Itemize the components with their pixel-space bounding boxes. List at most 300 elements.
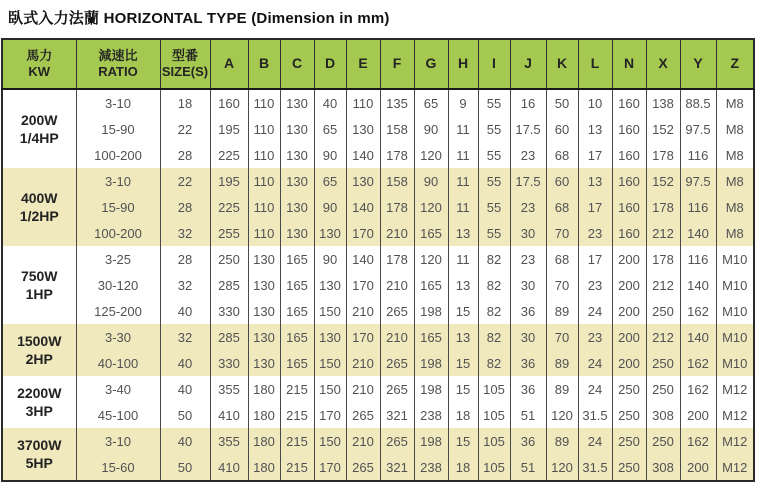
dim-cell-Y: 97.5	[680, 168, 716, 194]
size-cell: 32	[160, 272, 210, 298]
dim-cell-K: 89	[546, 298, 578, 324]
dim-cell-D: 150	[314, 350, 346, 376]
dim-cell-G: 120	[414, 246, 448, 272]
dim-cell-H: 15	[448, 298, 478, 324]
dim-cell-B: 130	[248, 324, 280, 350]
dim-header-X: X	[646, 39, 680, 89]
dim-cell-N: 200	[612, 350, 646, 376]
dim-cell-N: 250	[612, 428, 646, 454]
dim-cell-H: 13	[448, 220, 478, 246]
dim-cell-L: 17	[578, 194, 612, 220]
dim-cell-Z: M12	[716, 428, 754, 454]
dim-cell-Z: M10	[716, 246, 754, 272]
dim-cell-L: 17	[578, 142, 612, 168]
dim-cell-Y: 200	[680, 454, 716, 481]
dim-cell-D: 90	[314, 194, 346, 220]
dim-cell-N: 160	[612, 168, 646, 194]
dim-cell-N: 160	[612, 116, 646, 142]
dim-cell-G: 165	[414, 272, 448, 298]
dim-cell-X: 152	[646, 168, 680, 194]
dim-cell-D: 90	[314, 142, 346, 168]
dim-cell-A: 255	[210, 220, 248, 246]
table-row	[2, 454, 754, 481]
dim-cell-Z: M8	[716, 194, 754, 220]
size-cell: 40	[160, 298, 210, 324]
ratio-cell: 15-90	[76, 194, 160, 220]
dim-cell-N: 200	[612, 324, 646, 350]
dim-cell-L: 31.5	[578, 454, 612, 481]
dim-cell-B: 130	[248, 272, 280, 298]
dim-cell-H: 13	[448, 272, 478, 298]
dim-cell-D: 65	[314, 116, 346, 142]
dim-cell-F: 178	[380, 142, 414, 168]
dim-cell-E: 170	[346, 324, 380, 350]
dim-cell-Y: 162	[680, 428, 716, 454]
dim-header-H: H	[448, 39, 478, 89]
dim-cell-F: 158	[380, 168, 414, 194]
dim-cell-I: 82	[478, 324, 510, 350]
dim-cell-D: 130	[314, 272, 346, 298]
dim-cell-K: 120	[546, 454, 578, 481]
dim-cell-D: 170	[314, 454, 346, 481]
dim-cell-E: 210	[346, 298, 380, 324]
dim-cell-Z: M10	[716, 324, 754, 350]
dim-cell-J: 30	[510, 324, 546, 350]
dim-cell-G: 165	[414, 324, 448, 350]
dim-cell-B: 110	[248, 194, 280, 220]
ratio-cell: 3-10	[76, 428, 160, 454]
dim-cell-G: 90	[414, 168, 448, 194]
dim-cell-A: 225	[210, 142, 248, 168]
dim-header-C: C	[280, 39, 314, 89]
dim-cell-D: 150	[314, 298, 346, 324]
dim-cell-A: 250	[210, 246, 248, 272]
header-row	[2, 39, 754, 89]
dim-cell-B: 180	[248, 428, 280, 454]
dim-cell-I: 55	[478, 194, 510, 220]
dim-cell-J: 36	[510, 376, 546, 402]
table-row	[2, 168, 754, 194]
dim-cell-Z: M8	[716, 168, 754, 194]
dim-cell-F: 210	[380, 220, 414, 246]
dim-cell-J: 30	[510, 272, 546, 298]
dim-cell-I: 55	[478, 116, 510, 142]
dim-cell-K: 70	[546, 272, 578, 298]
dim-cell-Y: 116	[680, 194, 716, 220]
dim-cell-N: 250	[612, 376, 646, 402]
ratio-cell: 3-10	[76, 89, 160, 116]
dim-cell-G: 65	[414, 89, 448, 116]
dim-cell-I: 105	[478, 428, 510, 454]
dim-cell-L: 13	[578, 116, 612, 142]
power-header: 馬力 KW	[2, 39, 76, 89]
size-cell: 28	[160, 142, 210, 168]
dim-cell-Y: 140	[680, 272, 716, 298]
dim-cell-F: 265	[380, 350, 414, 376]
dim-cell-D: 65	[314, 168, 346, 194]
table-row	[2, 246, 754, 272]
dim-cell-G: 198	[414, 428, 448, 454]
dim-cell-H: 15	[448, 428, 478, 454]
dim-cell-E: 110	[346, 89, 380, 116]
dim-cell-J: 36	[510, 350, 546, 376]
dim-cell-Z: M12	[716, 402, 754, 428]
dim-cell-C: 130	[280, 116, 314, 142]
dim-cell-F: 135	[380, 89, 414, 116]
ratio-cell: 40-100	[76, 350, 160, 376]
dim-cell-X: 138	[646, 89, 680, 116]
dim-cell-L: 24	[578, 350, 612, 376]
dim-cell-C: 130	[280, 194, 314, 220]
dim-cell-L: 31.5	[578, 402, 612, 428]
dim-cell-Z: M8	[716, 142, 754, 168]
ratio-header: 減速比 RATIO	[76, 39, 160, 89]
dim-cell-H: 11	[448, 116, 478, 142]
dim-cell-X: 308	[646, 402, 680, 428]
dim-cell-D: 150	[314, 376, 346, 402]
dim-cell-C: 130	[280, 89, 314, 116]
dim-cell-H: 11	[448, 142, 478, 168]
dim-cell-I: 105	[478, 376, 510, 402]
dim-header-J: J	[510, 39, 546, 89]
ratio-cell: 3-30	[76, 324, 160, 350]
dim-cell-C: 215	[280, 376, 314, 402]
dim-cell-I: 55	[478, 168, 510, 194]
dim-cell-K: 70	[546, 324, 578, 350]
dim-cell-F: 321	[380, 402, 414, 428]
ratio-cell: 100-200	[76, 142, 160, 168]
dim-cell-D: 130	[314, 220, 346, 246]
dim-cell-A: 285	[210, 272, 248, 298]
dim-cell-Z: M10	[716, 298, 754, 324]
dimension-table	[1, 38, 755, 482]
power-cell-200W: 200W 1/4HP	[2, 89, 76, 168]
dim-cell-K: 60	[546, 116, 578, 142]
ratio-cell: 15-60	[76, 454, 160, 481]
dim-cell-Y: 116	[680, 246, 716, 272]
dim-cell-H: 9	[448, 89, 478, 116]
table-body	[2, 89, 754, 481]
ratio-cell: 3-10	[76, 168, 160, 194]
dim-cell-C: 215	[280, 428, 314, 454]
size-cell: 40	[160, 428, 210, 454]
dim-cell-Z: M8	[716, 89, 754, 116]
dim-cell-K: 68	[546, 246, 578, 272]
dim-header-G: G	[414, 39, 448, 89]
dim-header-Y: Y	[680, 39, 716, 89]
dim-cell-K: 89	[546, 428, 578, 454]
dim-cell-D: 40	[314, 89, 346, 116]
table-row	[2, 142, 754, 168]
dim-cell-C: 130	[280, 220, 314, 246]
dim-header-Z: Z	[716, 39, 754, 89]
dim-cell-E: 140	[346, 142, 380, 168]
dim-cell-Y: 200	[680, 402, 716, 428]
dim-cell-L: 23	[578, 272, 612, 298]
dim-cell-X: 250	[646, 350, 680, 376]
dim-cell-F: 158	[380, 116, 414, 142]
power-cell-2200W: 2200W 3HP	[2, 376, 76, 428]
dim-cell-D: 130	[314, 324, 346, 350]
dim-cell-A: 355	[210, 376, 248, 402]
size-cell: 50	[160, 402, 210, 428]
dim-cell-K: 89	[546, 376, 578, 402]
power-cell-400W: 400W 1/2HP	[2, 168, 76, 246]
dim-cell-L: 23	[578, 220, 612, 246]
dim-header-B: B	[248, 39, 280, 89]
dim-cell-Y: 97.5	[680, 116, 716, 142]
dim-cell-L: 24	[578, 428, 612, 454]
dim-cell-F: 265	[380, 428, 414, 454]
dim-cell-C: 215	[280, 402, 314, 428]
dim-cell-X: 250	[646, 428, 680, 454]
dim-cell-I: 82	[478, 298, 510, 324]
dim-cell-X: 152	[646, 116, 680, 142]
dim-cell-L: 13	[578, 168, 612, 194]
dim-cell-H: 18	[448, 402, 478, 428]
dim-header-I: I	[478, 39, 510, 89]
dim-cell-Z: M8	[716, 116, 754, 142]
dim-cell-Y: 162	[680, 298, 716, 324]
dim-cell-G: 120	[414, 194, 448, 220]
size-cell: 40	[160, 350, 210, 376]
dim-cell-J: 16	[510, 89, 546, 116]
size-cell: 22	[160, 168, 210, 194]
dim-cell-J: 36	[510, 428, 546, 454]
ratio-cell: 15-90	[76, 116, 160, 142]
dim-cell-F: 210	[380, 272, 414, 298]
dim-cell-C: 165	[280, 324, 314, 350]
dim-cell-B: 180	[248, 402, 280, 428]
table-row	[2, 376, 754, 402]
size-cell: 28	[160, 194, 210, 220]
dim-cell-A: 195	[210, 116, 248, 142]
size-cell: 40	[160, 376, 210, 402]
ratio-cell: 3-40	[76, 376, 160, 402]
power-cell-1500W: 1500W 2HP	[2, 324, 76, 376]
dim-cell-N: 250	[612, 454, 646, 481]
dim-cell-L: 24	[578, 376, 612, 402]
dim-cell-G: 198	[414, 298, 448, 324]
dim-cell-B: 130	[248, 350, 280, 376]
dim-cell-X: 212	[646, 324, 680, 350]
dim-cell-H: 15	[448, 350, 478, 376]
dim-cell-Y: 116	[680, 142, 716, 168]
dim-cell-C: 215	[280, 454, 314, 481]
dim-cell-J: 30	[510, 220, 546, 246]
ratio-cell: 45-100	[76, 402, 160, 428]
dim-cell-F: 265	[380, 298, 414, 324]
dim-cell-K: 70	[546, 220, 578, 246]
dim-cell-E: 130	[346, 116, 380, 142]
dim-cell-H: 18	[448, 454, 478, 481]
dim-cell-B: 130	[248, 246, 280, 272]
dim-cell-I: 55	[478, 142, 510, 168]
table-row	[2, 324, 754, 350]
dim-cell-A: 410	[210, 454, 248, 481]
dim-cell-D: 90	[314, 246, 346, 272]
dim-cell-N: 160	[612, 194, 646, 220]
size-cell: 32	[160, 220, 210, 246]
dim-cell-L: 23	[578, 324, 612, 350]
table-row	[2, 89, 754, 116]
dim-cell-A: 355	[210, 428, 248, 454]
dim-cell-E: 210	[346, 428, 380, 454]
dim-cell-X: 178	[646, 194, 680, 220]
dim-cell-Z: M12	[716, 454, 754, 481]
dim-cell-J: 36	[510, 298, 546, 324]
dim-cell-Y: 140	[680, 324, 716, 350]
dim-cell-I: 82	[478, 246, 510, 272]
dim-header-A: A	[210, 39, 248, 89]
dim-cell-X: 250	[646, 376, 680, 402]
dim-cell-Z: M12	[716, 376, 754, 402]
dim-cell-G: 238	[414, 454, 448, 481]
dim-header-K: K	[546, 39, 578, 89]
size-header: 型番 SIZE(S)	[160, 39, 210, 89]
dim-cell-E: 170	[346, 272, 380, 298]
dim-cell-Y: 88.5	[680, 89, 716, 116]
dim-cell-C: 130	[280, 168, 314, 194]
table-row	[2, 350, 754, 376]
dim-cell-A: 225	[210, 194, 248, 220]
dim-cell-E: 265	[346, 402, 380, 428]
dim-cell-E: 210	[346, 350, 380, 376]
dim-cell-H: 11	[448, 246, 478, 272]
dim-cell-J: 23	[510, 246, 546, 272]
dim-cell-A: 330	[210, 298, 248, 324]
dim-cell-F: 210	[380, 324, 414, 350]
dim-cell-N: 200	[612, 246, 646, 272]
dim-cell-C: 165	[280, 350, 314, 376]
table-row	[2, 220, 754, 246]
dim-cell-J: 23	[510, 142, 546, 168]
dim-cell-I: 55	[478, 89, 510, 116]
dim-cell-D: 150	[314, 428, 346, 454]
dim-cell-N: 200	[612, 272, 646, 298]
table-row	[2, 298, 754, 324]
dim-cell-H: 11	[448, 168, 478, 194]
dim-cell-B: 110	[248, 168, 280, 194]
dim-header-D: D	[314, 39, 346, 89]
dim-cell-E: 140	[346, 246, 380, 272]
dim-cell-H: 11	[448, 194, 478, 220]
dim-cell-B: 130	[248, 298, 280, 324]
dim-cell-N: 200	[612, 298, 646, 324]
dim-cell-I: 55	[478, 220, 510, 246]
dim-cell-I: 105	[478, 402, 510, 428]
page-title: 臥式入力法蘭 HORIZONTAL TYPE (Dimension in mm)	[8, 10, 390, 27]
dim-cell-X: 212	[646, 220, 680, 246]
dim-cell-X: 178	[646, 142, 680, 168]
table-header-row	[2, 39, 754, 89]
dim-cell-F: 178	[380, 246, 414, 272]
dim-cell-Z: M8	[716, 220, 754, 246]
dim-cell-A: 160	[210, 89, 248, 116]
dim-cell-C: 165	[280, 298, 314, 324]
dim-cell-I: 82	[478, 272, 510, 298]
dim-cell-K: 89	[546, 350, 578, 376]
dim-cell-Y: 162	[680, 376, 716, 402]
dim-cell-X: 212	[646, 272, 680, 298]
dim-header-F: F	[380, 39, 414, 89]
dim-cell-B: 110	[248, 116, 280, 142]
dim-cell-E: 210	[346, 376, 380, 402]
dim-header-E: E	[346, 39, 380, 89]
dim-cell-N: 250	[612, 402, 646, 428]
dim-cell-E: 265	[346, 454, 380, 481]
dim-cell-J: 51	[510, 402, 546, 428]
dim-cell-G: 120	[414, 142, 448, 168]
dim-cell-F: 178	[380, 194, 414, 220]
dim-cell-I: 82	[478, 350, 510, 376]
dim-cell-B: 110	[248, 142, 280, 168]
dim-cell-A: 330	[210, 350, 248, 376]
dim-cell-N: 160	[612, 142, 646, 168]
dim-cell-J: 17.5	[510, 116, 546, 142]
dim-header-N: N	[612, 39, 646, 89]
dim-cell-C: 165	[280, 272, 314, 298]
dim-cell-G: 198	[414, 376, 448, 402]
dim-cell-B: 180	[248, 454, 280, 481]
dim-cell-H: 15	[448, 376, 478, 402]
table-row	[2, 402, 754, 428]
size-cell: 22	[160, 116, 210, 142]
dim-cell-G: 90	[414, 116, 448, 142]
dim-cell-J: 17.5	[510, 168, 546, 194]
size-cell: 28	[160, 246, 210, 272]
dim-cell-K: 60	[546, 168, 578, 194]
dim-cell-F: 321	[380, 454, 414, 481]
dim-cell-X: 308	[646, 454, 680, 481]
dim-cell-X: 250	[646, 298, 680, 324]
power-cell-3700W: 3700W 5HP	[2, 428, 76, 481]
dim-cell-K: 50	[546, 89, 578, 116]
dim-cell-L: 17	[578, 246, 612, 272]
size-cell: 32	[160, 324, 210, 350]
dim-cell-J: 23	[510, 194, 546, 220]
table-row	[2, 272, 754, 298]
dim-cell-E: 130	[346, 168, 380, 194]
dim-cell-K: 120	[546, 402, 578, 428]
size-cell: 50	[160, 454, 210, 481]
dim-cell-L: 24	[578, 298, 612, 324]
table-row	[2, 428, 754, 454]
dim-cell-B: 110	[248, 89, 280, 116]
ratio-cell: 3-25	[76, 246, 160, 272]
dim-cell-K: 68	[546, 194, 578, 220]
dim-cell-A: 285	[210, 324, 248, 350]
dim-cell-Z: M10	[716, 350, 754, 376]
dim-cell-C: 130	[280, 142, 314, 168]
dim-cell-X: 178	[646, 246, 680, 272]
dim-cell-F: 265	[380, 376, 414, 402]
ratio-cell: 30-120	[76, 272, 160, 298]
dim-header-L: L	[578, 39, 612, 89]
dim-cell-N: 160	[612, 220, 646, 246]
dim-cell-L: 10	[578, 89, 612, 116]
dim-cell-N: 160	[612, 89, 646, 116]
dim-cell-B: 110	[248, 220, 280, 246]
dim-cell-J: 51	[510, 454, 546, 481]
table-row	[2, 194, 754, 220]
dim-cell-G: 165	[414, 220, 448, 246]
dim-cell-G: 198	[414, 350, 448, 376]
dim-cell-H: 13	[448, 324, 478, 350]
dim-cell-I: 105	[478, 454, 510, 481]
dim-cell-C: 165	[280, 246, 314, 272]
dim-cell-A: 410	[210, 402, 248, 428]
